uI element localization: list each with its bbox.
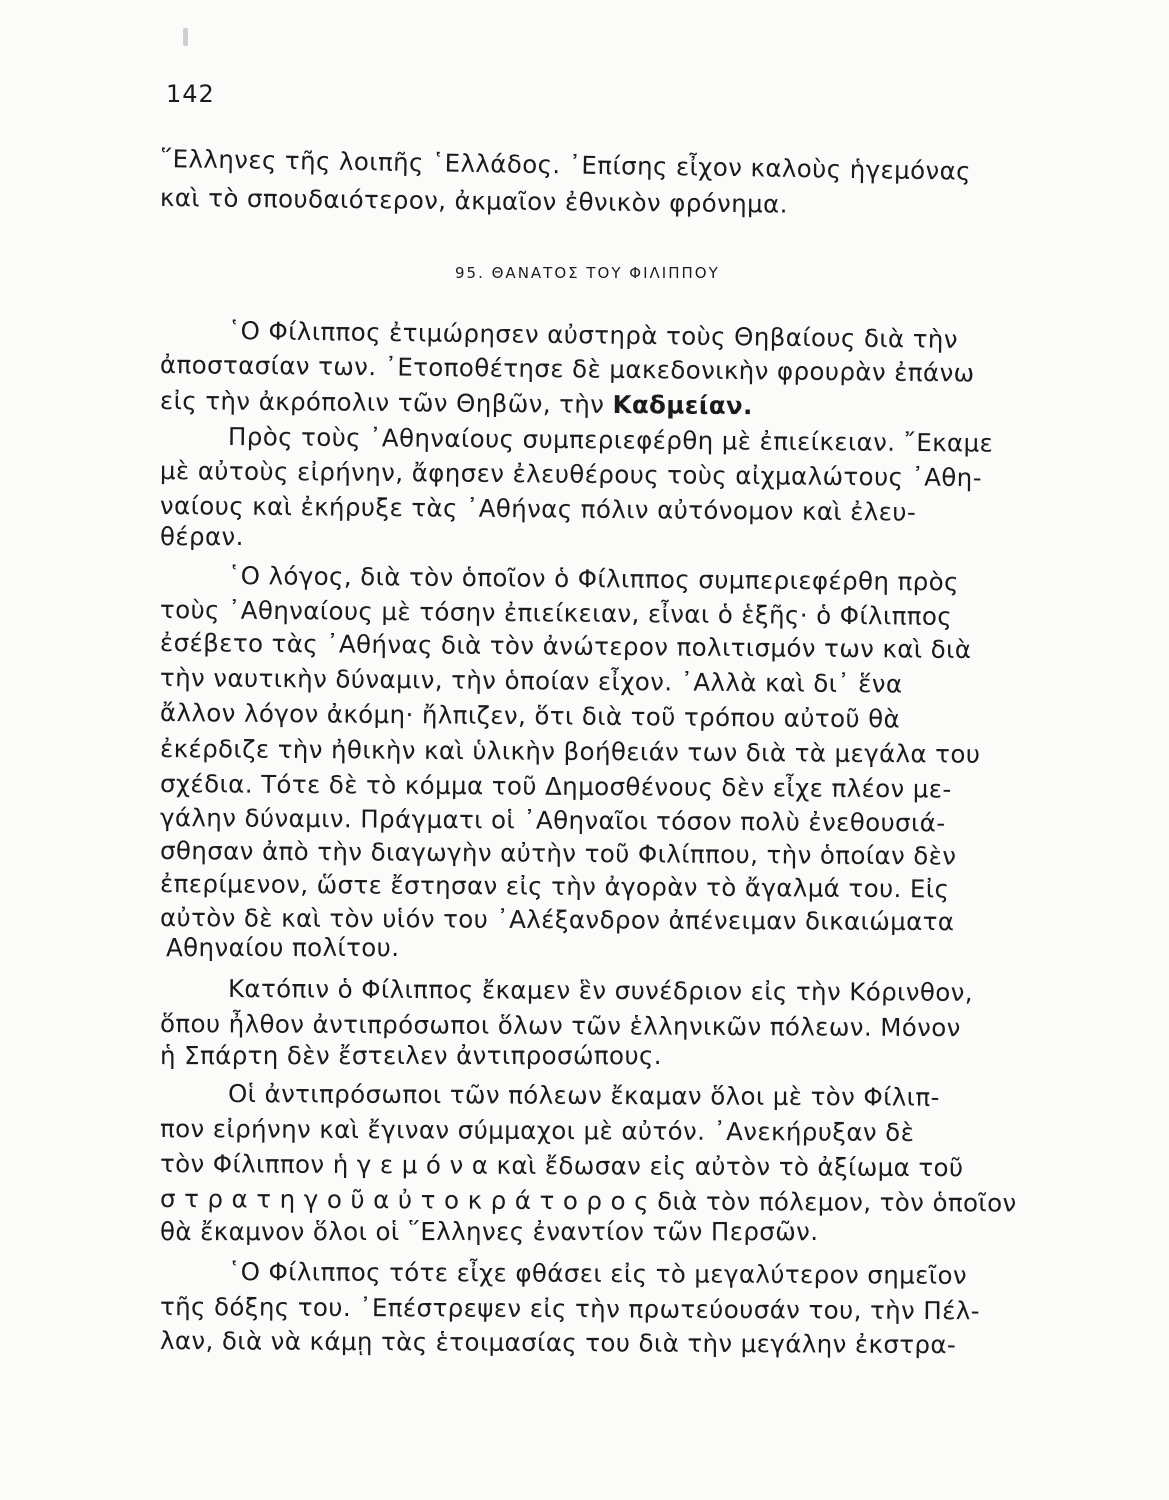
text-line: ἡ Σπάρτη δὲν ἔστειλεν ἀντιπροσώπους.: [160, 1041, 662, 1070]
text-line: τὴν ναυτικὴν δύναμιν, τὴν ὁποίαν εἶχον. ᾿Αλλὰ καὶ δι᾿ ἕνα: [159, 663, 903, 699]
text-line: ἀποστασίαν των. ᾿Ετοποθέτησε δὲ μακεδονικὴν φρουρὰν ἐπάνω: [159, 350, 975, 388]
text-line: σθησαν ἀπὸ τὴν διαγωγὴν αὐτὴν τοῦ Φιλίππου, τὴν ὁποίαν δὲν: [159, 836, 957, 871]
text-line: μὲ αὐτοὺς εἰρήνην, ἄφησεν ἐλευθέρους τοὺς αἰχμαλώτους ᾿Αθη-: [159, 456, 983, 493]
text-line: ῞Ελληνες τῆς λοιπῆς ῾Ελλάδος. ᾿Επίσης εἶχον καλοὺς ἡγεμόνας: [159, 144, 972, 186]
emphasized-word: Καδμείαν.: [612, 389, 753, 421]
text-line: ῾Ο Φίλιππος ἐτιμώρησεν αὐστηρὰ τοὺς Θηβαίους διὰ τὴν: [227, 316, 959, 354]
text-line: ῾Ο Φίλιππος τότε εἶχε φθάσει εἰς τὸ μεγαλύτερον σημεῖον: [227, 1257, 968, 1290]
text-line: τοὺς ᾿Αθηναίους μὲ τόσην ἐπιείκειαν, εἶναι ὁ ἑξῆς· ὁ Φίλιππος: [159, 595, 953, 631]
text-line: ἐπερίμενον, ὥστε ἔστησαν εἰς τὴν ἀγορὰν τὸ ἄγαλμά του. Εἰς: [159, 869, 950, 904]
text-line: Οἱ ἀντιπρόσωποι τῶν πόλεων ἔκαμαν ὅλοι μὲ τὸν Φίλιπ-: [227, 1079, 940, 1112]
text-line-part: εἰς τὴν ἀκρόπολιν τῶν Θηβῶν, τὴν: [159, 386, 605, 419]
text-line: Αθηναίου πολίτου.: [166, 933, 400, 962]
text-line: ἄλλον λόγον ἀκόμη· ἤλπιζεν, ὅτι διὰ τοῦ τρόπου αὐτοῦ θὰ: [159, 698, 901, 734]
text-line: ἐσέβετο τὰς ᾿Αθήνας διὰ τὸν ἀνώτερον πολιτισμόν των καὶ διὰ: [159, 628, 972, 665]
text-line: Πρὸς τοὺς ᾿Αθηναίους συμπεριεφέρθη μὲ ἐπιείκειαν. ῎Εκαμε: [227, 422, 994, 458]
text-line: σχέδια. Τότε δὲ τὸ κόμμα τοῦ Δημοσθένους δὲν εἶχε πλέον με-: [159, 769, 952, 804]
text-line: Κατόπιν ὁ Φίλιππος ἔκαμεν ἓν συνέδριον εἰς τὴν Κόρινθον,: [227, 974, 974, 1007]
text-line: αὐτὸν δὲ καὶ τὸν υἱόν του ᾿Αλέξανδρον ἀπένειμαν δικαιώματα: [159, 903, 955, 937]
text-line: ὅπου ἦλθον ἀντιπρόσωποι ὅλων τῶν ἑλληνικῶν πόλεων. Μόνον: [159, 1009, 961, 1043]
text-line: ῾Ο λόγος, διὰ τὸν ὁποῖον ὁ Φίλιππος συμπεριεφέρθη πρὸς: [227, 561, 959, 597]
print-smudge: [183, 28, 188, 46]
section-heading: 95. ΘΑΝΑΤΟΣ ΤΟΥ ΦΙΛΙΠΠΟΥ: [455, 264, 720, 282]
page-number: 142: [166, 80, 215, 108]
text-line: [160, 385, 1110, 425]
text-line: πον εἰρήνην καὶ ἔγιναν σύμμαχοι μὲ αὐτόν. ᾿Ανεκήρυξαν δὲ: [159, 1114, 915, 1147]
text-line: θέραν.: [160, 522, 244, 551]
text-line: γάλην δύναμιν. Πράγματι οἱ ᾿Αθηναῖοι τόσον πολὺ ἐνεθουσιά-: [159, 803, 946, 838]
text-line: καὶ τὸ σπουδαιότερον, ἀκμαῖον ἐθνικὸν φρόνημα.: [159, 183, 789, 219]
text-line: θὰ ἔκαμνον ὅλοι οἱ ῞Ελληνες ἐναντίον τῶν Περσῶν.: [160, 1217, 819, 1246]
text-line: λαν, διὰ νὰ κάμῃ τὰς ἑτοιμασίας του διὰ τὴν μεγάλην ἐκστρα-: [159, 1326, 957, 1360]
text-line: σ τ ρ α τ η γ ο ῦ α ὐ τ ο κ ρ ά τ ο ρ ο ς διὰ τὸν πόλεμον, τὸν ὁποῖον: [159, 1184, 1017, 1218]
text-line: τῆς δόξης του. ᾿Επέστρεψεν εἰς τὴν πρωτεύουσάν του, τὴν Πέλ-: [159, 1292, 981, 1326]
text-line: τὸν Φίλιππον ἡ γ ε μ ό ν α καὶ ἔδωσαν εἰς αὐτὸν τὸ ἀξίωμα τοῦ: [159, 1149, 964, 1183]
text-line: ἐκέρδιζε τὴν ἠθικὴν καὶ ὑλικὴν βοήθειάν των διὰ τὰ μεγάλα του: [159, 734, 981, 769]
text-line: ναίους καὶ ἐκήρυξε τὰς ᾿Αθήνας πόλιν αὐτόνομον καὶ ἐλευ-: [159, 491, 917, 527]
